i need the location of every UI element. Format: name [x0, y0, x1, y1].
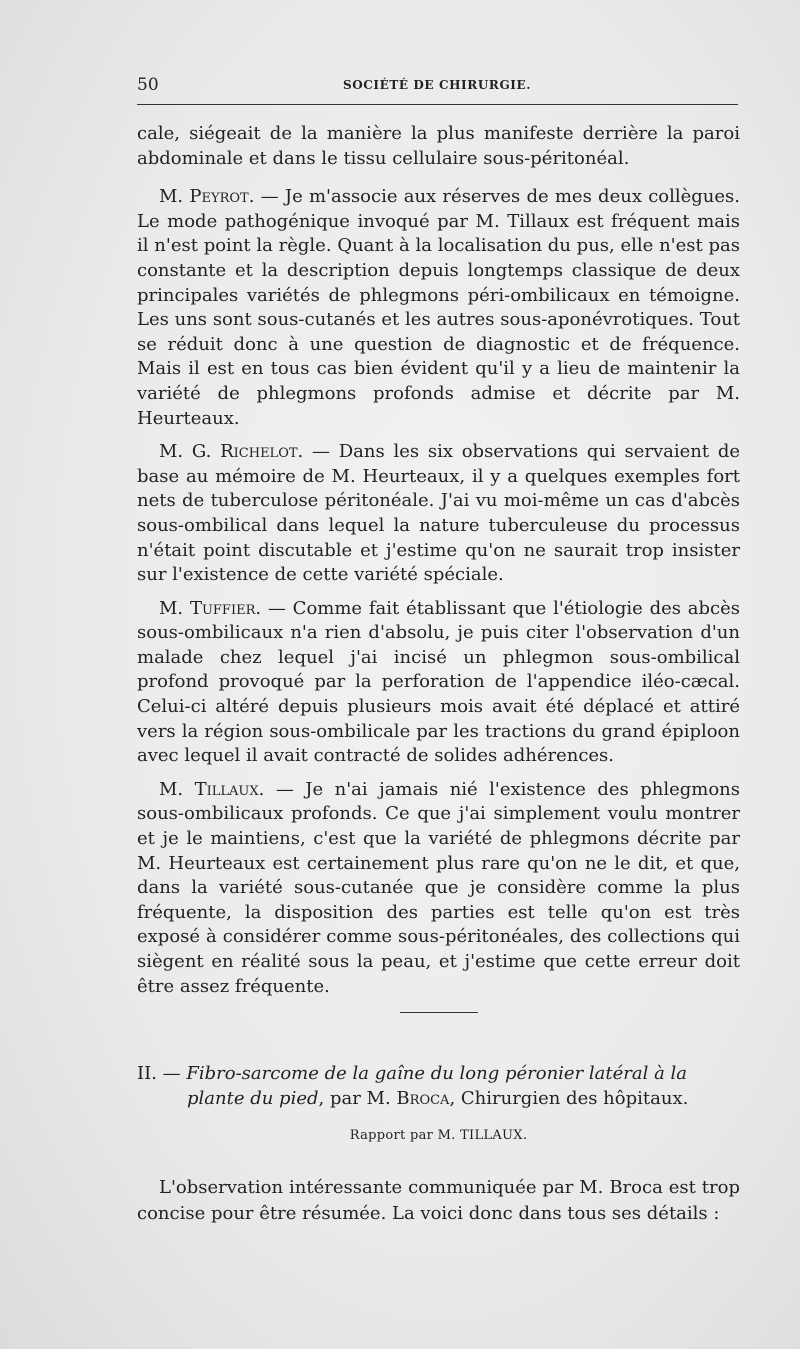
- section-heading: [137, 1061, 740, 1111]
- section-title-line1: Fibro-sarcome de la gaîne du long péronier latéral à la: [186, 1063, 688, 1084]
- section-author: Broca: [396, 1088, 450, 1109]
- running-title: SOCIÉTÉ DE CHIRURGIE.: [342, 78, 532, 92]
- rapport-line: Rapport par M. TILLAUX.: [349, 1128, 528, 1143]
- speaker-name: Peyrot: [189, 186, 249, 208]
- paragraph-richelot: [137, 440, 740, 588]
- page-header: [137, 75, 737, 99]
- paragraph-text: . — Je m'associe aux réserves de mes deux collègues. Le mode pathogénique invoqué par M. Tillaux est fréquent mais il n'est point la règle. Quant à la localisation du pus, elle n'est pas constante et la description depuis longtemps classique de deux principales variétés de phlegmons péri-ombilicaux en témoigne. Les uns sont sous-cutanés et les autres sous-aponévrotiques. Tout se réduit donc à une question de diagnostic et de fréquence. Mais il est en tous cas bien évident qu'il y a lieu de maintenir la variété de phlegmons profonds admise et décrite par M. Heurteaux.: [137, 186, 740, 429]
- speaker-prefix: M. G.: [159, 441, 221, 463]
- speaker-name: Tuffier: [189, 597, 256, 619]
- section-title-line2: plante du pied: [187, 1088, 319, 1109]
- section-first-paragraph: L'observation intéressante communiquée par M. Broca est trop concise pour être résumée. La voici donc dans tous ses détails :: [137, 1177, 740, 1224]
- header-rule: [137, 104, 738, 105]
- paragraph-peyrot: [137, 185, 740, 431]
- paragraph-tuffier: [137, 597, 740, 769]
- page-number: 50: [137, 75, 159, 95]
- paragraph-text: . — Dans les six observations qui servaient de base au mémoire de M. Heurteaux, il y a quelques exemples fort nets de tuberculose péritonéale. J'ai vu moi-même un cas d'abcès sous-ombilical dans lequel la nature tuberculeuse du processus n'était point discutable et j'estime qu'on ne saurait trop insister sur l'existence de cette variété spéciale.: [137, 441, 740, 586]
- section-by-prefix: , par M.: [318, 1088, 397, 1109]
- section-divider: [400, 1012, 478, 1013]
- paragraph-text: . — Comme fait établissant que l'étiologie des abcès sous-ombilicaux n'a rien d'absolu, je puis citer l'observation d'un malade chez lequel j'ai incisé un phlegmon sous-ombilical profond provoqué par la perforation de l'appendice iléo-cæcal. Celui-ci altéré depuis plusieurs mois avait été déplacé et attiré vers la région sous-ombilicale par les tractions du grand épiploon avec lequel il avait contracté de solides adhérences.: [137, 597, 741, 767]
- continuation-paragraph: cale, siégeait de la manière la plus manifeste derrière la paroi abdominale et dans le tissu cellulaire sous-péritonéal.: [137, 123, 740, 169]
- paragraph-tillaux: [137, 778, 740, 999]
- section-body: [137, 1175, 740, 1227]
- speaker-prefix: M.: [159, 597, 190, 619]
- body-text: [137, 122, 740, 1008]
- section-author-suffix: , Chirurgien des hôpitaux.: [449, 1088, 689, 1109]
- speaker-name: Tillaux: [194, 778, 259, 800]
- speaker-name: Richelot: [220, 441, 298, 463]
- paragraph-text: . — Je n'ai jamais nié l'existence des phlegmons sous-ombilicaux profonds. Ce que j'ai simplement voulu montrer et je le maintiens, c'est que la variété de phlegmons décrite par M. Heurteaux est certainement plus rare qu'on ne le dit, et que, dans la variété sous-cutanée que je considère comme la plus fréquente, la disposition des parties est telle qu'on est très exposé à considérer comme sous-péritonéales, des collections qui siègent en réalité sous la peau, et j'estime que cette erreur doit être assez fréquente.: [137, 778, 740, 997]
- speaker-prefix: M.: [159, 186, 190, 208]
- section-number: II. —: [137, 1063, 187, 1084]
- section-title-line2-wrapper: [137, 1086, 740, 1111]
- speaker-prefix: M.: [159, 778, 195, 800]
